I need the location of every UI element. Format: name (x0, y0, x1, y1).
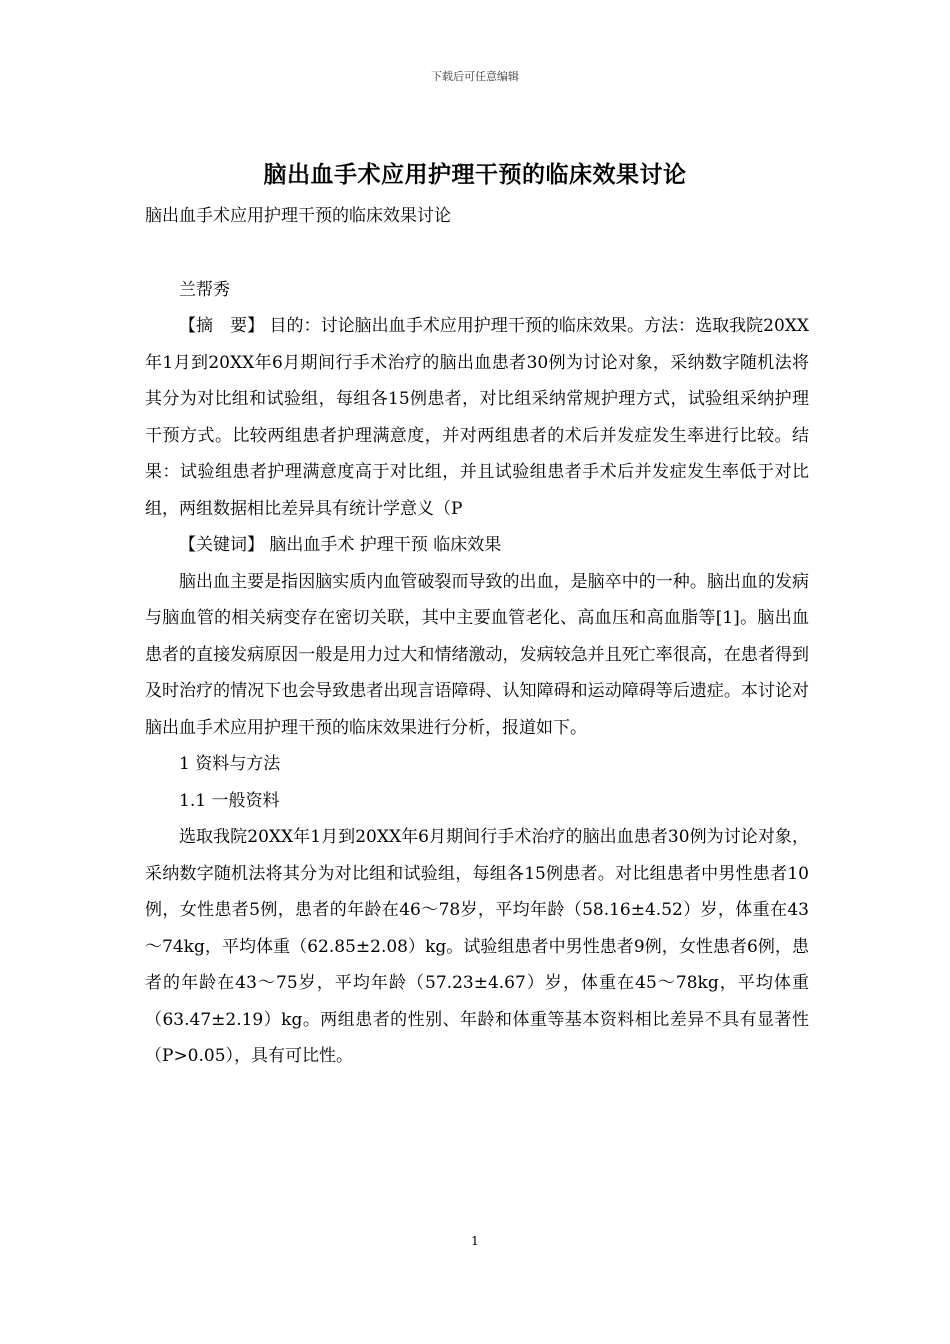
section-heading-1: 1 资料与方法 (179, 754, 281, 774)
author-name: 兰帮秀 (179, 279, 230, 300)
document-body (145, 198, 809, 1075)
page-header-note: 下载后可任意编辑 (431, 70, 519, 83)
abstract-paragraph: 【摘 要】 目的：讨论脑出血手术应用护理干预的临床效果。方法：选取我院20XX年1月到20XX年6月期间行手术治疗的脑出血患者30例为讨论对象，采纳数字随机法将其分为对比组和试验组，每组各15例患者，对比组采纳常规护理方式，试验组采纳护理干预方式。比较两组患者护理满意度，并对两组患者的术后并发症发生率进行比较。结果：试验组患者护理满意度高于对比组，并且试验组患者手术后并发症发生率低于对比组，两组数据相比差异具有统计学意义（P (145, 316, 809, 519)
general-info-paragraph: 选取我院20XX年1月到20XX年6月期间行手术治疗的脑出血患者30例为讨论对象，采纳数字随机法将其分为对比组和试验组，每组各15例患者。对比组患者中男性患者10例，女性患者5例，患者的年龄在46～78岁，平均年龄（58.16±4.52）岁，体重在43～74kg，平均体重（62.85±2.08）kg。试验组患者中男性患者9例，女性患者6例，患者的年龄在43～75岁，平均年龄（57.23±4.67）岁，体重在45～78kg，平均体重（63.47±2.19）kg。两组患者的性别、年龄和体重等基本资料相比差异不具有显著性（P>0.05），具有可比性。 (145, 827, 809, 1066)
section-heading-1-1: 1.1 一般资料 (179, 790, 280, 811)
page-number: 1 (471, 1234, 479, 1248)
keywords-line: 【关键词】 脑出血手术 护理干预 临床效果 (179, 535, 502, 555)
intro-paragraph: 脑出血主要是指因脑实质内血管破裂而导致的出血，是脑卒中的一种。脑出血的发病与脑血管的相关病变存在密切关联，其中主要血管老化、高血压和高血脂等[1]。脑出血患者的直接发病原因一般是用力过大和情绪激动，发病较急并且死亡率很高，在患者得到及时治疗的情况下也会导致患者出现言语障碍、认知障碍和运动障碍等后遗症。本讨论对脑出血手术应用护理干预的临床效果进行分析，报道如下。 (145, 571, 809, 738)
document-title: 脑出血手术应用护理干预的临床效果讨论 (263, 162, 687, 188)
document-subtitle: 脑出血手术应用护理干预的临床效果讨论 (145, 206, 451, 226)
